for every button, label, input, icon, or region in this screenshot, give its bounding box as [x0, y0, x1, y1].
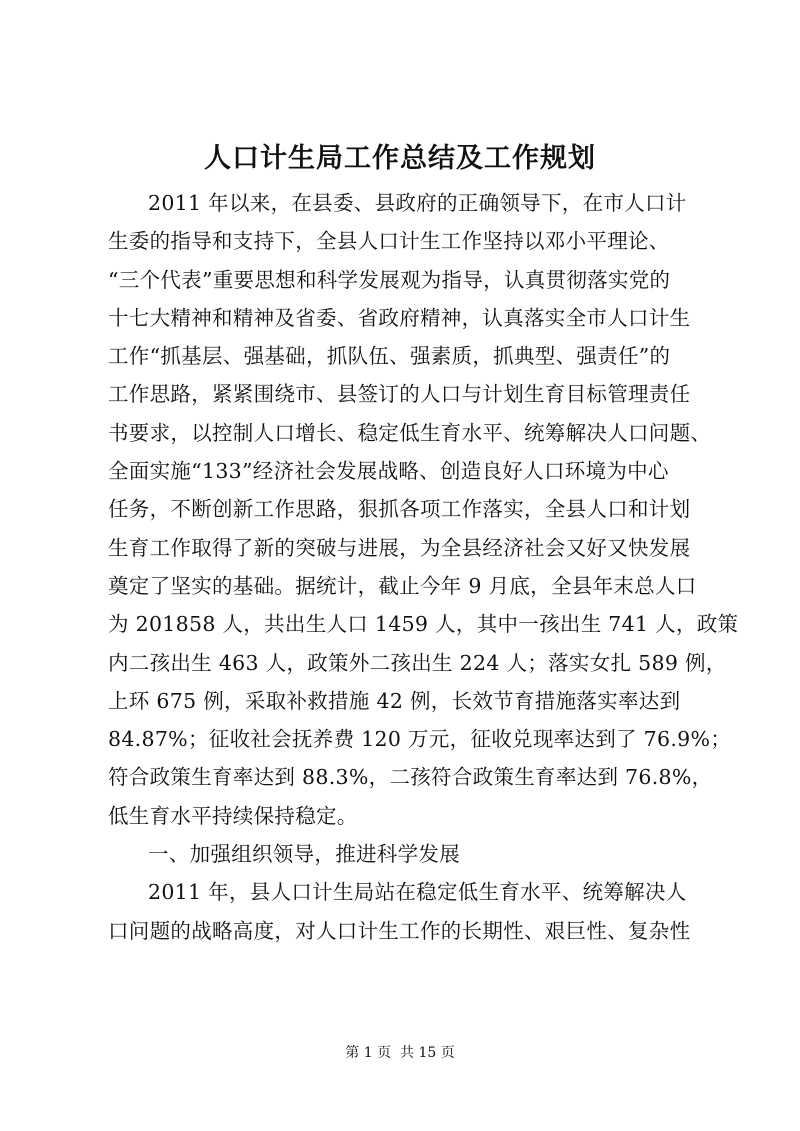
- body-line: 生委的指导和支持下，全县人口计生工作坚持以邓小平理论、: [108, 229, 670, 254]
- body-line: 十七大精神和精神及省委、省政府精神，认真落实全市人口计生: [108, 305, 691, 330]
- body-line: 口问题的战略高度，对人口计生工作的长期性、艰巨性、复杂性: [108, 918, 691, 943]
- body-line: 为 201858 人，共出生人口 1459 人，其中一孩出生 741 人，政策: [108, 612, 739, 637]
- body-line: 内二孩出生 463 人，政策外二孩出生 224 人；落实女扎 589 例，: [108, 650, 727, 675]
- page-footer: 第 1 页 共 15 页: [345, 1045, 455, 1061]
- body-line: 84.87%；征收社会抚养费 120 万元，征收兑现率达到了 76.9%；: [108, 727, 732, 752]
- document-body: [108, 184, 739, 950]
- body-line: 奠定了坚实的基础。据统计，截止今年 9 月底，全县年末总人口: [108, 573, 697, 598]
- body-line: 生育工作取得了新的突破与进展，为全县经济社会又好又快发展: [108, 535, 691, 560]
- document-title: 人口计生局工作总结及工作规划: [204, 143, 596, 174]
- body-line: “三个代表”重要思想和科学发展观为指导，认真贯彻落实党的: [108, 267, 671, 292]
- body-line: 上环 675 例，采取补救措施 42 例，长效节育措施落实率达到: [108, 688, 681, 713]
- body-line: 符合政策生育率达到 88.3%，二孩符合政策生育率达到 76.8%，: [108, 765, 713, 790]
- body-line: 低生育水平持续保持稳定。: [108, 803, 358, 828]
- body-line: 书要求，以控制人口增长、稳定低生育水平、统筹解决人口问题、: [108, 420, 712, 445]
- body-line: 任务，不断创新工作思路，狠抓各项工作落实，全县人口和计划: [108, 497, 691, 522]
- body-line: 工作思路，紧紧围绕市、县签订的人口与计划生育目标管理责任: [108, 382, 691, 407]
- body-line: 工作“抓基层、强基础，抓队伍、强素质，抓典型、强责任”的: [108, 344, 671, 369]
- body-line: 2011 年，县人口计生局站在稳定低生育水平、统筹解决人: [148, 880, 687, 905]
- section-heading: 一、加强组织领导，推进科学发展: [148, 842, 460, 867]
- body-line: 全面实施“133”经济社会发展战略、创造良好人口环境为中心: [108, 459, 669, 484]
- body-line: 2011 年以来，在县委、县政府的正确领导下，在市人口计: [148, 191, 687, 215]
